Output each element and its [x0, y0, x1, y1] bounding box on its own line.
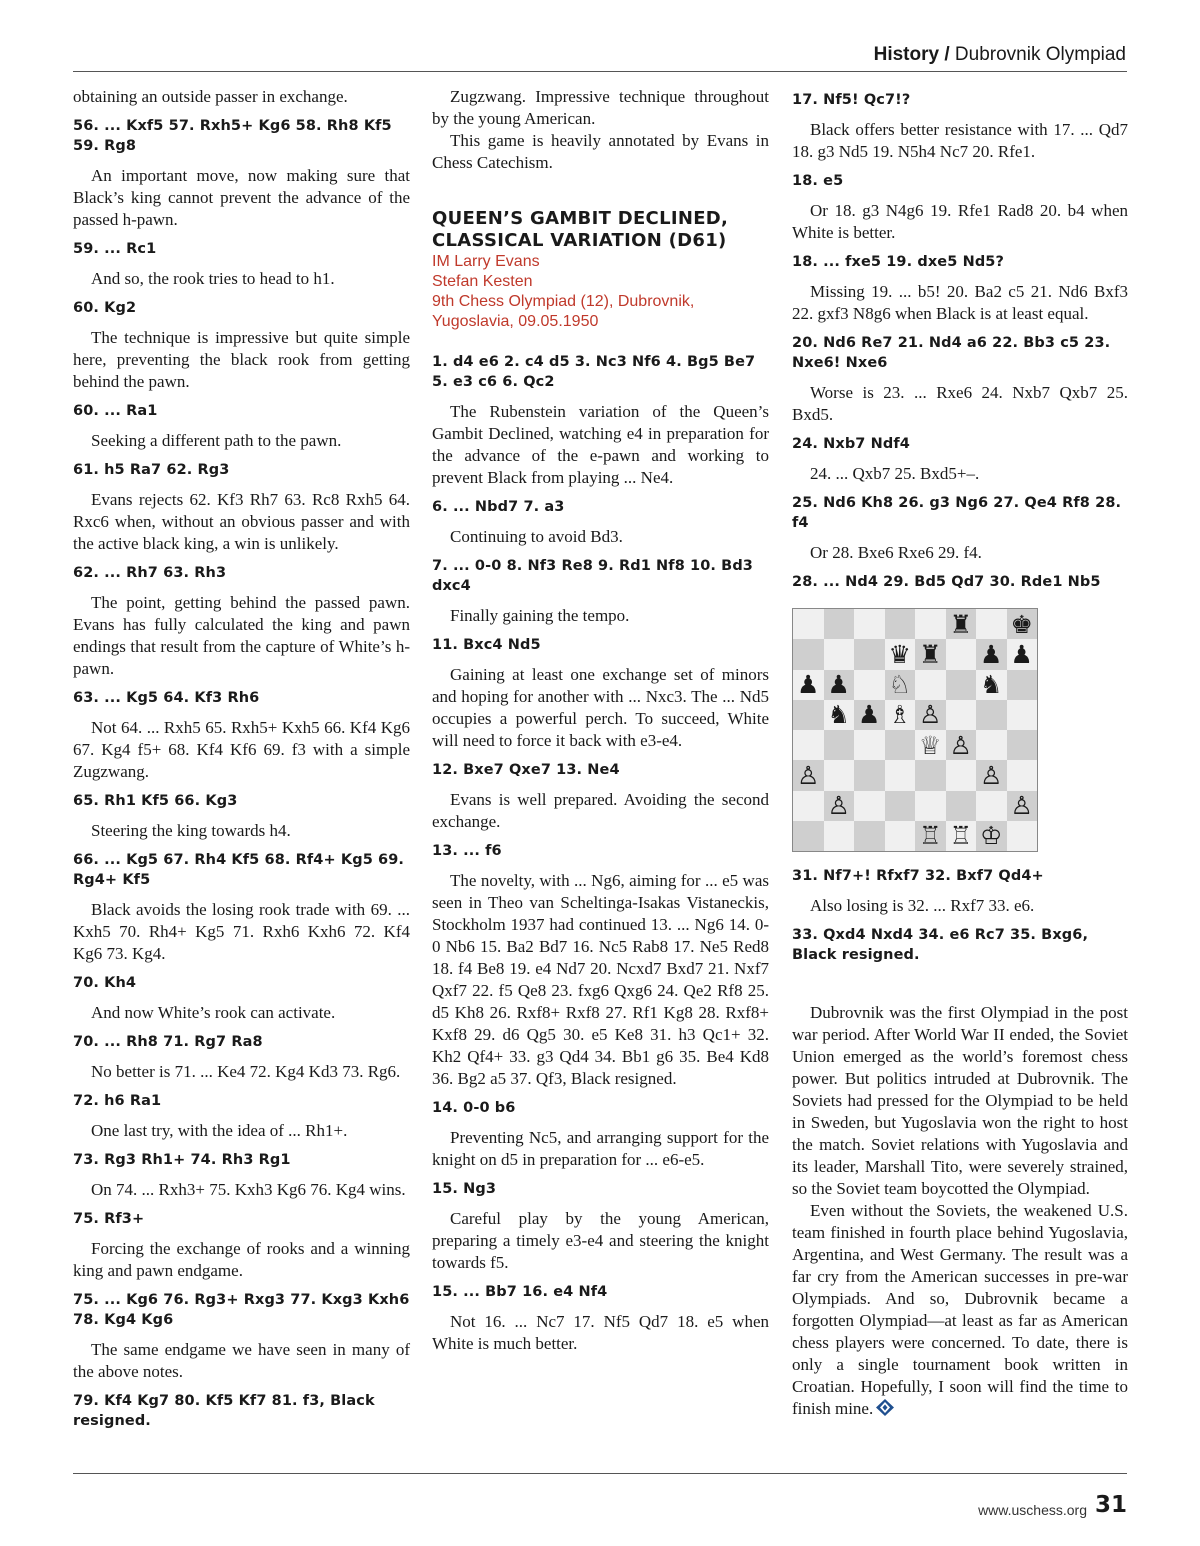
board-square [1007, 760, 1038, 790]
board-square: ♕ [915, 730, 946, 760]
annotation-paragraph: Zugzwang. Impressive technique throughout by the young American. [432, 87, 769, 128]
board-square [885, 730, 916, 760]
board-square [946, 760, 977, 790]
annotation-paragraph: Continuing to avoid Bd3. [450, 527, 623, 546]
board-square: ♛ [885, 639, 916, 669]
move-heading: 25. Nd6 Kh8 26. g3 Ng6 27. Qe4 Rf8 28. f4 [792, 495, 1122, 531]
board-square: ♙ [1007, 791, 1038, 821]
board-square: ♟ [824, 670, 855, 700]
board-square: ♞ [824, 700, 855, 730]
column-3-bottom [792, 866, 1128, 965]
annotation-paragraph: Even without the Soviets, the weakened U.S. team finished in fourth place behind Yugoslavia, Argentina, and West Germany. The result was a far cry from the American successes in pre-war Olympiads. And so, Dubrovnik became a forgotten Olympiad—at least as far as American chess players were concerned. To date, there is only a single tournament book written in Croatian. Hopefully, I soon will find the time to finish mine. [792, 1201, 1128, 1418]
board-square [1007, 821, 1038, 851]
footer-url: www.uschess.org [978, 1502, 1087, 1518]
board-square: ♙ [915, 700, 946, 730]
board-square [915, 760, 946, 790]
annotation-paragraph: Steering the king towards h4. [91, 821, 291, 840]
annotation-paragraph: Or 28. Bxe6 Rxe6 29. f4. [810, 543, 982, 562]
board-square [793, 639, 824, 669]
move-heading: 7. ... 0-0 8. Nf3 Re8 9. Rd1 Nf8 10. Bd3 dxc4 [432, 558, 753, 594]
annotation-paragraph: 24. ... Qxb7 25. Bxd5+–. [810, 464, 980, 483]
column-3-top [792, 90, 1128, 592]
board-square [854, 760, 885, 790]
board-square: ♜ [915, 639, 946, 669]
annotation-paragraph: Preventing Nc5, and arranging support for the knight on d5 in preparation for ... e6-e5. [432, 1128, 769, 1169]
move-heading: 6. ... Nbd7 7. a3 [432, 499, 565, 515]
move-heading: 15. ... Bb7 16. e4 Nf4 [432, 1284, 608, 1300]
board-square [946, 700, 977, 730]
move-heading: 31. Nf7+! Rfxf7 32. Bxf7 Qd4+ [792, 868, 1044, 884]
top-rule [73, 71, 1127, 72]
annotation-paragraph: Black avoids the losing rook trade with 69. ... Kxh5 70. Rh4+ Kg5 71. Rxh6 Kxh6 72. Kf4 Kg6 73. Kg4. [73, 900, 410, 963]
annotation-paragraph: Evans is well prepared. Avoiding the second exchange. [432, 790, 769, 831]
move-heading: 13. ... f6 [432, 843, 502, 859]
game-title-line-2: CLASSICAL VARIATION (D61) [432, 230, 727, 251]
board-square: ♜ [946, 609, 977, 639]
board-square [854, 609, 885, 639]
annotation-paragraph: Dubrovnik was the first Olympiad in the post war period. After World War II ended, the Soviet Union emerged as the world’s foremost chess power. But politics intruded at Dubrovnik. The Soviets had pressed for the Olympiad to be held in Sweden, but Yugoslavia won the right to host the match. Soviet relations with Yugoslavia and its leader, Marshall Tito, were severely strained, so the Soviet team boycotted the Olympiad. [792, 1003, 1128, 1198]
board-square [885, 821, 916, 851]
running-header [874, 44, 1126, 66]
board-square [793, 609, 824, 639]
game-info [432, 252, 769, 332]
move-heading: 28. ... Nd4 29. Bd5 Qd7 30. Rde1 Nb5 [792, 574, 1101, 590]
board-square [915, 609, 946, 639]
chess-board [793, 609, 1037, 851]
move-heading: 20. Nd6 Re7 21. Nd4 a6 22. Bb3 c5 23. Nxe6! Nxe6 [792, 335, 1111, 371]
move-heading: 66. ... Kg5 67. Rh4 Kf5 68. Rf4+ Kg5 69. Rg4+ Kf5 [73, 852, 405, 888]
board-square: ♙ [976, 760, 1007, 790]
board-square [824, 730, 855, 760]
move-heading: 61. h5 Ra7 62. Rg3 [73, 462, 230, 478]
game-title-line-1: QUEEN’S GAMBIT DECLINED, [432, 208, 729, 229]
board-square [854, 670, 885, 700]
move-heading: 70. Kh4 [73, 975, 137, 991]
board-square: ♞ [976, 670, 1007, 700]
annotation-paragraph: The same endgame we have seen in many of the above notes. [73, 1340, 410, 1381]
board-square: ♟ [1007, 639, 1038, 669]
annotation-paragraph: Finally gaining the tempo. [450, 606, 630, 625]
annotation-paragraph: No better is 71. ... Ke4 72. Kg4 Kd3 73. Rg6. [91, 1062, 401, 1081]
board-square [1007, 700, 1038, 730]
board-square: ♔ [976, 821, 1007, 851]
move-heading: 59. ... Rc1 [73, 241, 157, 257]
move-heading: 79. Kf4 Kg7 80. Kf5 Kf7 81. f3, Black resigned. [73, 1393, 375, 1429]
white-player: IM Larry Evans [432, 253, 540, 270]
board-square [946, 670, 977, 700]
annotation-paragraph: Also losing is 32. ... Rxf7 33. e6. [810, 896, 1035, 915]
board-square [885, 791, 916, 821]
annotation-paragraph: Missing 19. ... b5! 20. Ba2 c5 21. Nd6 Bxf3 22. gxf3 N8g6 when Black is at least equal. [792, 282, 1128, 323]
move-heading: 18. ... fxe5 19. dxe5 Nd5? [792, 254, 1004, 270]
board-square [793, 821, 824, 851]
annotation-paragraph: Gaining at least one exchange set of minors and hoping for another with ... Nxc3. The ... Nd5 occupies a powerful perch. To succeed, White will need to force it back with e3-e4. [432, 665, 769, 750]
board-square [824, 760, 855, 790]
board-square [915, 670, 946, 700]
column-2-intro [432, 86, 769, 174]
annotation-paragraph: And so, the rook tries to head to h1. [91, 269, 335, 288]
move-heading: 73. Rg3 Rh1+ 74. Rh3 Rg1 [73, 1152, 291, 1168]
annotation-paragraph: On 74. ... Rxh3+ 75. Kxh3 Kg6 76. Kg4 wins. [91, 1180, 406, 1199]
move-heading: 75. Rf3+ [73, 1211, 145, 1227]
annotation-paragraph: Careful play by the young American, preparing a timely e3-e4 and steering the knight towards f5. [432, 1209, 769, 1272]
board-square: ♙ [946, 730, 977, 760]
column-1 [73, 86, 410, 1440]
board-square [854, 639, 885, 669]
board-square: ♟ [976, 639, 1007, 669]
board-square [824, 821, 855, 851]
header-separator: / [944, 44, 950, 65]
move-heading: 1. d4 e6 2. c4 d5 3. Nc3 Nf6 4. Bg5 Be7 5. e3 c6 6. Qc2 [432, 354, 756, 390]
board-square [824, 639, 855, 669]
move-heading: 15. Ng3 [432, 1181, 497, 1197]
board-square [885, 609, 916, 639]
header-section: History [873, 44, 940, 65]
annotation-paragraph: Forcing the exchange of rooks and a winning king and pawn endgame. [73, 1239, 410, 1280]
annotation-paragraph: The Rubenstein variation of the Queen’s Gambit Declined, watching e4 in preparation for the advance of the e-pawn and working to prevent Black from playing ... Ne4. [432, 402, 769, 487]
annotation-paragraph: Worse is 23. ... Rxe6 24. Nxb7 Qxb7 25. Bxd5. [792, 383, 1128, 424]
move-heading: 17. Nf5! Qc7!? [792, 92, 911, 108]
board-square [854, 730, 885, 760]
annotation-paragraph: Black offers better resistance with 17. ... Qd7 18. g3 Nd5 19. N5h4 Nc7 20. Rfe1. [792, 120, 1128, 161]
annotation-paragraph: And now White’s rook can activate. [91, 1003, 336, 1022]
board-square: ♟ [854, 700, 885, 730]
annotation-paragraph: The novelty, with ... Ng6, aiming for ... e5 was seen in Theo van Scheltinga-Isakas Vistaneckis, Stockholm 1937 had continued 13. ... Ng6 14. 0-0 Nb6 15. Ba2 Bd7 16. Nc5 Rab8 17. Ne5 Red8 18. f4 Be8 19. e4 Nd7 20. Ncxd7 Bxd7 21. Nxf7 Qxf7 22. f5 Qe8 23. fxg6 Qxg6 24. Qe2 Rf8 25. d5 Kh8 26. Rxf8+ Rxf8 27. Rf1 Kg8 28. Rxf8+ Kxf8 29. d6 Qg5 30. e5 Ke8 31. h3 Qc1+ 32. Kh2 Qf4+ 33. g3 Qd4 34. Bb1 g6 35. Be4 Kd8 36. Bg2 a5 37. Qf3, Black resigned. [432, 871, 769, 1088]
move-heading: 72. h6 Ra1 [73, 1093, 162, 1109]
board-square: ♗ [885, 700, 916, 730]
board-square [1007, 730, 1038, 760]
move-heading: 65. Rh1 Kf5 66. Kg3 [73, 793, 238, 809]
annotation-paragraph: The technique is impressive but quite simple here, preventing the black rook from getting behind the pawn. [73, 328, 410, 391]
move-heading: 70. ... Rh8 71. Rg7 Ra8 [73, 1034, 263, 1050]
place-date: Yugoslavia, 09.05.1950 [432, 313, 599, 330]
annotation-paragraph: This game is heavily annotated by Evans in Chess Catechism. [432, 131, 769, 172]
page-number: 31 [1094, 1492, 1127, 1518]
chess-diagram [792, 608, 1038, 852]
move-heading: 60. ... Ra1 [73, 403, 158, 419]
column-2 [432, 86, 769, 1363]
board-square [793, 730, 824, 760]
move-heading: 56. ... Kxf5 57. Rxh5+ Kg6 58. Rh8 Kf5 59. Rg8 [73, 118, 392, 154]
closing-essay [792, 1002, 1128, 1420]
move-heading: 63. ... Kg5 64. Kf3 Rh6 [73, 690, 260, 706]
board-square [976, 791, 1007, 821]
board-square: ♖ [915, 821, 946, 851]
board-square [793, 791, 824, 821]
annotation-paragraph: One last try, with the idea of ... Rh1+. [91, 1121, 348, 1140]
column-3 [792, 86, 1128, 1420]
move-heading: 18. e5 [792, 173, 844, 189]
board-square [854, 791, 885, 821]
move-heading: 24. Nxb7 Ndf4 [792, 436, 910, 452]
move-heading: 14. 0-0 b6 [432, 1100, 516, 1116]
annotation-paragraph: obtaining an outside passer in exchange. [73, 87, 348, 106]
board-square [885, 760, 916, 790]
board-square [946, 791, 977, 821]
move-heading: 60. Kg2 [73, 300, 137, 316]
board-square [1007, 670, 1038, 700]
annotation-paragraph: The point, getting behind the passed pawn. Evans has fully calculated the king and pawn endings that result from the capture of White’s h-pawn. [73, 593, 410, 678]
bottom-rule [73, 1473, 1127, 1474]
board-square [946, 639, 977, 669]
move-heading: 11. Bxc4 Nd5 [432, 637, 541, 653]
move-heading: 75. ... Kg6 76. Rg3+ Rxg3 77. Kxg3 Kxh6 78. Kg4 Kg6 [73, 1292, 410, 1328]
event: 9th Chess Olympiad (12), Dubrovnik, [432, 293, 695, 310]
annotation-paragraph: Or 18. g3 N4g6 19. Rfe1 Rad8 20. b4 when White is better. [792, 201, 1128, 242]
board-square [976, 700, 1007, 730]
end-of-article-icon [876, 1399, 894, 1416]
game-heading [432, 208, 769, 332]
board-square: ♘ [885, 670, 916, 700]
column-2-moves [432, 352, 769, 1355]
annotation-paragraph: Not 16. ... Nc7 17. Nf5 Qd7 18. e5 when White is much better. [432, 1312, 769, 1353]
board-square [854, 821, 885, 851]
board-square: ♙ [824, 791, 855, 821]
annotation-paragraph: Seeking a different path to the pawn. [91, 431, 342, 450]
board-square [915, 791, 946, 821]
game-title [432, 208, 769, 252]
black-player: Stefan Kesten [432, 273, 533, 290]
spacer [792, 974, 1128, 1002]
move-heading: 33. Qxd4 Nxd4 34. e6 Rc7 35. Bxg6, Black resigned. [792, 927, 1089, 963]
board-square: ♟ [793, 670, 824, 700]
annotation-paragraph: Evans rejects 62. Kf3 Rh7 63. Rc8 Rxh5 64. Rxc6 when, without an obvious passer and with the active black king, a win is unlikely. [73, 490, 410, 553]
move-heading: 62. ... Rh7 63. Rh3 [73, 565, 227, 581]
header-title: Dubrovnik Olympiad [954, 44, 1126, 65]
board-square [793, 700, 824, 730]
board-square: ♙ [793, 760, 824, 790]
board-square [976, 609, 1007, 639]
board-square: ♚ [1007, 609, 1038, 639]
move-heading: 12. Bxe7 Qxe7 13. Ne4 [432, 762, 620, 778]
board-square [824, 609, 855, 639]
annotation-paragraph: Not 64. ... Rxh5 65. Rxh5+ Kxh5 66. Kf4 Kg6 67. Kg4 f5+ 68. Kf4 Kf6 69. f3 with a simple Zugzwang. [73, 718, 410, 781]
board-square: ♖ [946, 821, 977, 851]
annotation-paragraph: An important move, now making sure that Black’s king cannot prevent the advance of the passed h-pawn. [73, 166, 410, 229]
board-square [976, 730, 1007, 760]
